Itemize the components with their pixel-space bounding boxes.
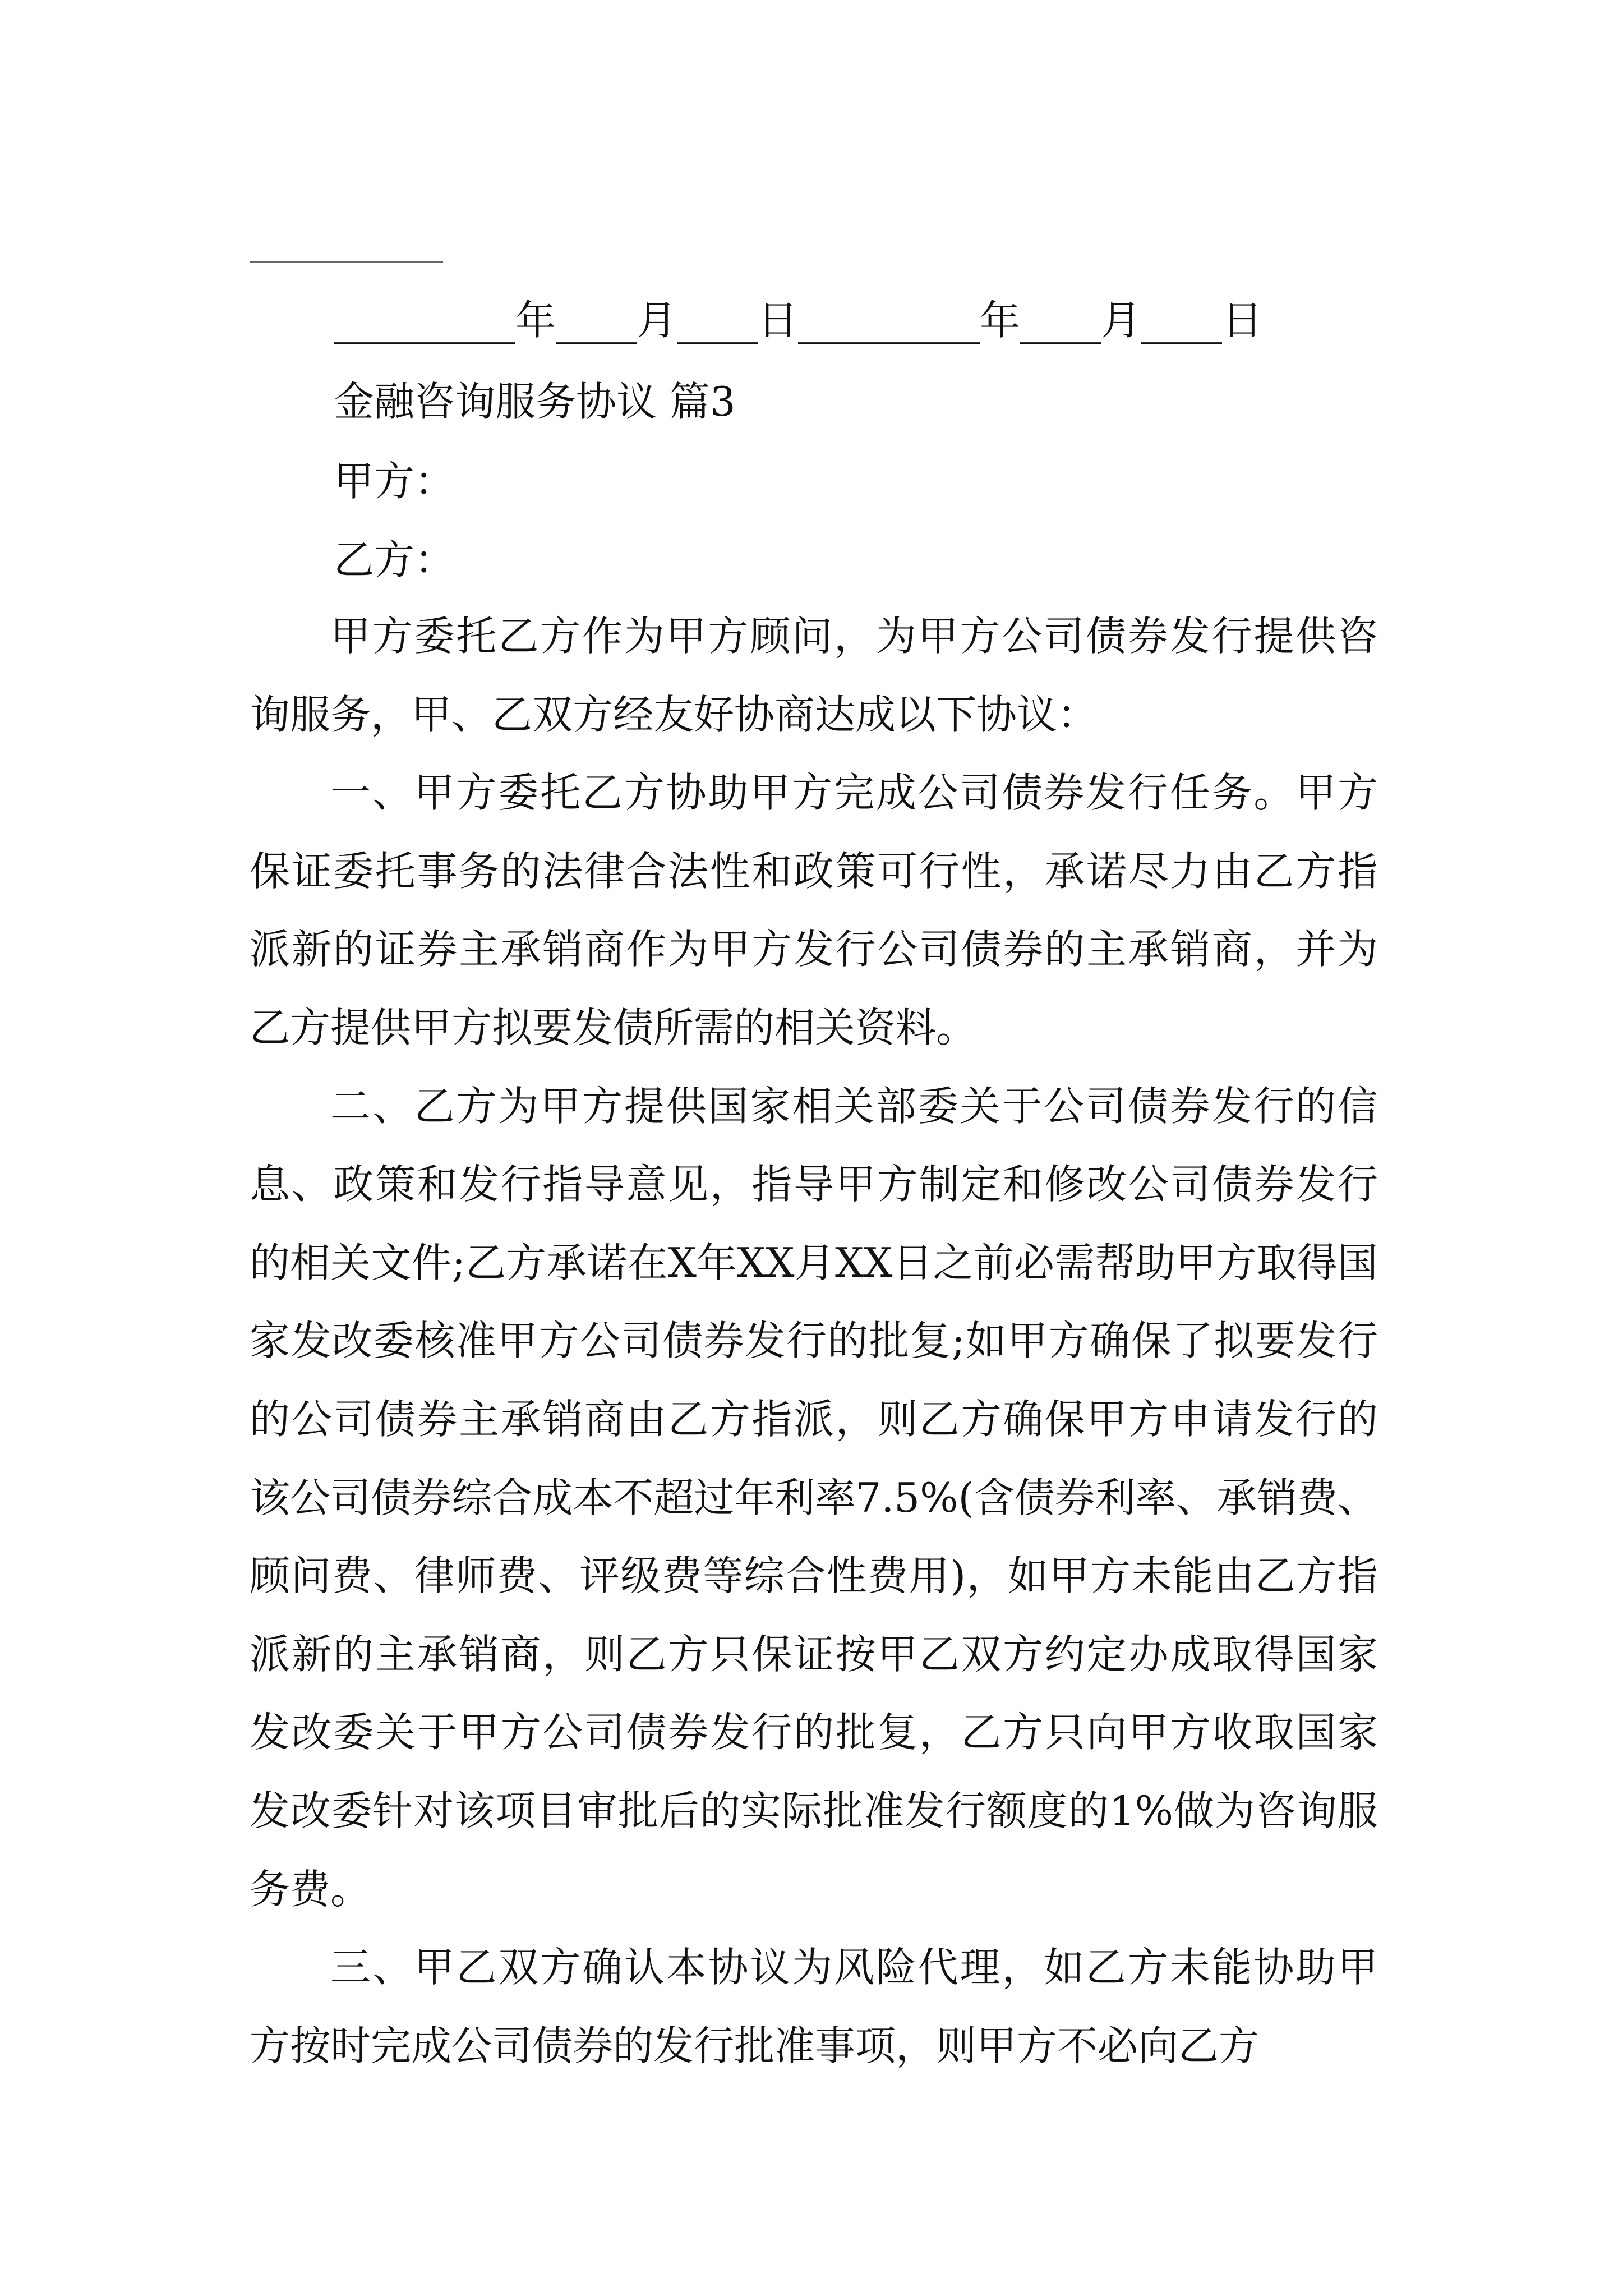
clause-1-paragraph: 一、甲方委托乙方协助甲方完成公司债券发行任务。甲方保证委托事务的法律合法性和政策可行性，承诺尽力由乙方指派新的证券主承销商作为甲方发行公司债券的主承销商，并为乙方提供甲方拟要发债所需的相关资料。 <box>250 769 1378 1051</box>
intro-paragraph: 甲方委托乙方作为甲方顾问，为甲方公司债券发行提供咨询服务，甲、乙双方经友好协商达成以下协议： <box>250 613 1378 738</box>
party-a-label: 甲方： <box>334 458 455 505</box>
clause-3-paragraph: 三、甲乙双方确认本协议为风险代理，如乙方未能协助甲方按时完成公司债券的发行批准事项，则甲方不必向乙方 <box>250 1944 1378 2069</box>
clause-2-paragraph: 二、乙方为甲方提供国家相关部委关于公司债券发行的信息、政策和发行指导意见，指导甲方制定和修改公司债券发行的相关文件;乙方承诺在X年XX月XX日之前必需帮助甲方取得国家发改委核准甲方公司债券发行的批复;如甲方确保了拟要发行的公司债券主承销商由乙方指派，则乙方确保甲方申请发行的该公司债券综合成本不超过年利率7.5%(含债券利率、承销费、顾问费、律师费、评级费等综合性费用)，如甲方未能由乙方指派新的主承销商，则乙方只保证按甲乙双方约定办成取得国家发改委关于甲方公司债券发行的批复，乙方只向甲方收取国家发改委针对该项目审批后的实际批准发行额度的1%做为咨询服务费。 <box>250 1082 1378 1913</box>
agreement-body <box>250 597 1378 2085</box>
signature-date-line: _________年____月____日_________年____月____日 <box>334 297 1262 344</box>
party-b-label: 乙方： <box>334 536 455 583</box>
document-title: 金融咨询服务协议 篇3 <box>334 378 736 425</box>
top-divider-line <box>250 261 443 263</box>
